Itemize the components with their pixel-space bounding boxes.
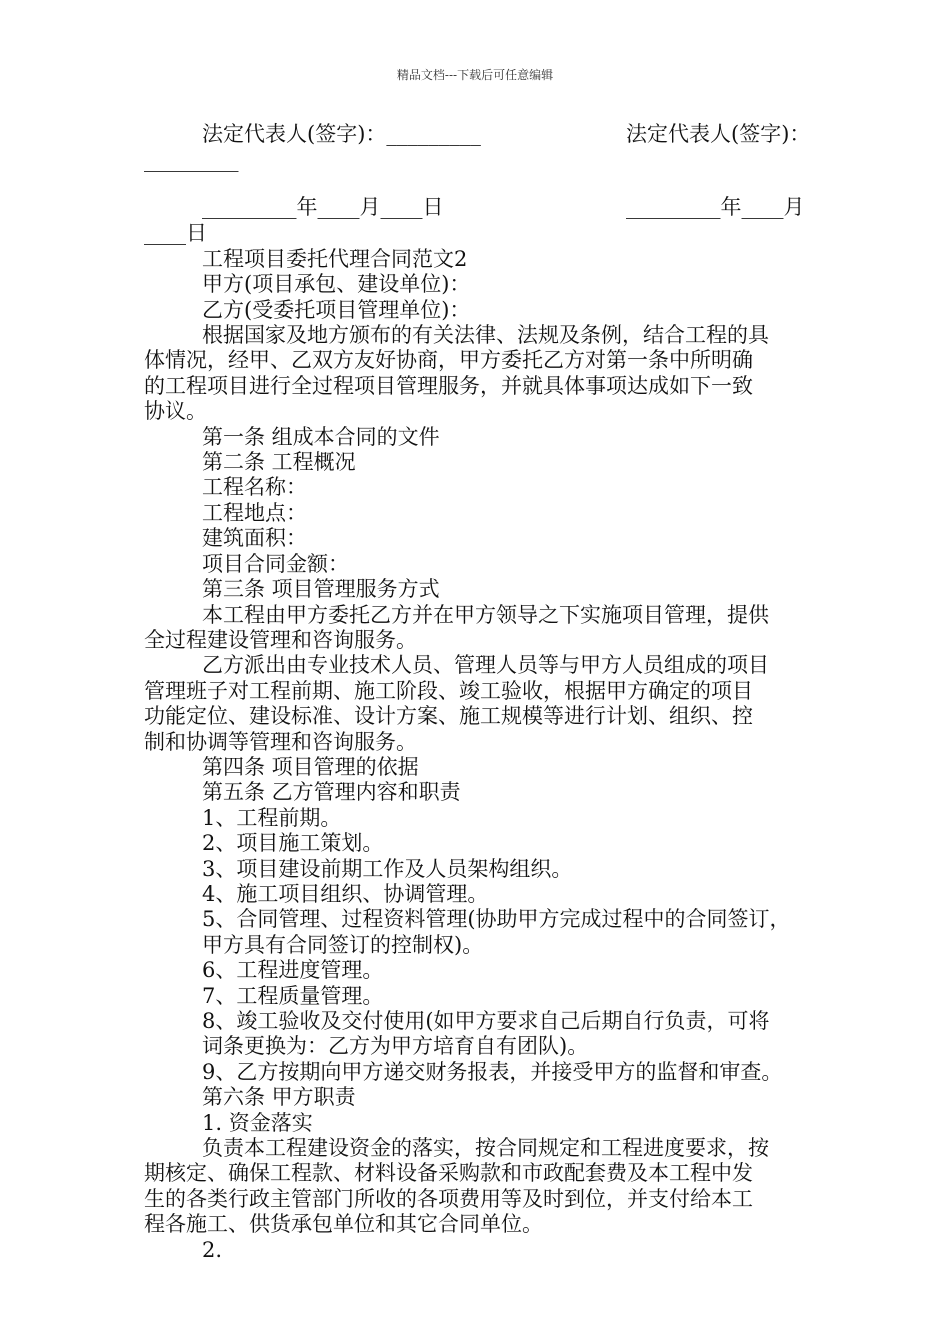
text-line: 工程地点： xyxy=(202,500,307,525)
date-continuation: ____日 xyxy=(144,221,207,246)
text-line: 第五条 乙方管理内容和职责 xyxy=(202,780,461,805)
text-line: 第六条 甲方职责 xyxy=(202,1085,356,1110)
text-line: 全过程建设管理和咨询服务。 xyxy=(144,627,417,652)
text-line: 工程项目委托代理合同范文2 xyxy=(202,246,468,271)
text-line: 生的各类行政主管部门所收的各项费用等及时到位，并支付给本工 xyxy=(144,1186,753,1211)
text-line: 建筑面积： xyxy=(202,526,307,551)
signature-continuation: _________ xyxy=(144,148,239,172)
text-line: 功能定位、建设标准、设计方案、施工规模等进行计划、组织、控 xyxy=(144,704,753,729)
text-line: 甲方(项目承包、建设单位)： xyxy=(202,272,471,297)
text-line: 根据国家及地方颁布的有关法律、法规及条例，结合工程的具 xyxy=(202,323,769,348)
text-line: 词条更换为：乙方为甲方培育自有团队)。 xyxy=(202,1034,589,1059)
text-line: 8、竣工验收及交付使用(如甲方要求自己后期自行负责，可将 xyxy=(202,1009,770,1033)
date-left: _________年____月____日 xyxy=(202,195,444,220)
text-line: 9、乙方按期向甲方递交财务报表，并接受甲方的监督和审查。 xyxy=(202,1059,783,1084)
text-line: 负责本工程建设资金的落实，按合同规定和工程进度要求，按 xyxy=(202,1136,769,1161)
signature-row xyxy=(144,122,814,148)
text-line: 期核定、确保工程款、材料设备采购款和市政配套费及本工程中发 xyxy=(144,1161,753,1186)
text-line: 管理班子对工程前期、施工阶段、竣工验收，根据甲方确定的项目 xyxy=(144,678,753,703)
text-line: 2、项目施工策划。 xyxy=(202,831,384,856)
text-line: 5、合同管理、过程资料管理(协助甲方完成过程中的合同签订， xyxy=(202,907,791,932)
text-line: 第二条 工程概况 xyxy=(202,450,356,475)
text-line: 项目合同金额： xyxy=(202,551,349,576)
text-line: 本工程由甲方委托乙方并在甲方领导之下实施项目管理，提供 xyxy=(202,602,769,627)
text-line: 4、施工项目组织、协调管理。 xyxy=(202,881,489,906)
text-line: 协议。 xyxy=(144,399,207,424)
signature-right: 法定代表人(签字)： xyxy=(626,122,811,146)
text-line: 3、项目建设前期工作及人员架构组织。 xyxy=(202,856,573,881)
document-body xyxy=(144,122,814,1263)
text-line: 6、工程进度管理。 xyxy=(202,958,384,983)
text-line: 第一条 组成本合同的文件 xyxy=(202,424,440,449)
text-line: 乙方(受委托项目管理单位)： xyxy=(202,297,471,322)
signature-left: 法定代表人(签字)：_________ xyxy=(202,122,481,146)
text-line: 乙方派出由专业技术人员、管理人员等与甲方人员组成的项目 xyxy=(202,653,769,678)
text-line: 2. xyxy=(202,1237,223,1262)
text-line: 甲方具有合同签订的控制权)。 xyxy=(202,932,484,957)
text-line: 工程名称： xyxy=(202,475,307,500)
text-line: 的工程项目进行全过程项目管理服务，并就具体事项达成如下一致 xyxy=(144,373,753,398)
text-line: 第四条 项目管理的依据 xyxy=(202,754,419,779)
date-right: _________年____月 xyxy=(626,195,805,220)
text-line: 程各施工、供货承包单位和其它合同单位。 xyxy=(144,1212,543,1237)
text-line: 1、工程前期。 xyxy=(202,805,342,830)
text-line: 1. 资金落实 xyxy=(202,1110,313,1135)
text-line: 7、工程质量管理。 xyxy=(202,983,384,1008)
page-header: 精品文档---下载后可任意编辑 xyxy=(396,68,554,82)
contract-text xyxy=(144,247,814,1263)
text-line: 体情况，经甲、乙双方友好协商，甲方委托乙方对第一条中所明确 xyxy=(144,348,753,373)
text-line: 制和协调等管理和咨询服务。 xyxy=(144,729,417,754)
text-line: 第三条 项目管理服务方式 xyxy=(202,577,440,602)
date-row xyxy=(144,195,814,221)
